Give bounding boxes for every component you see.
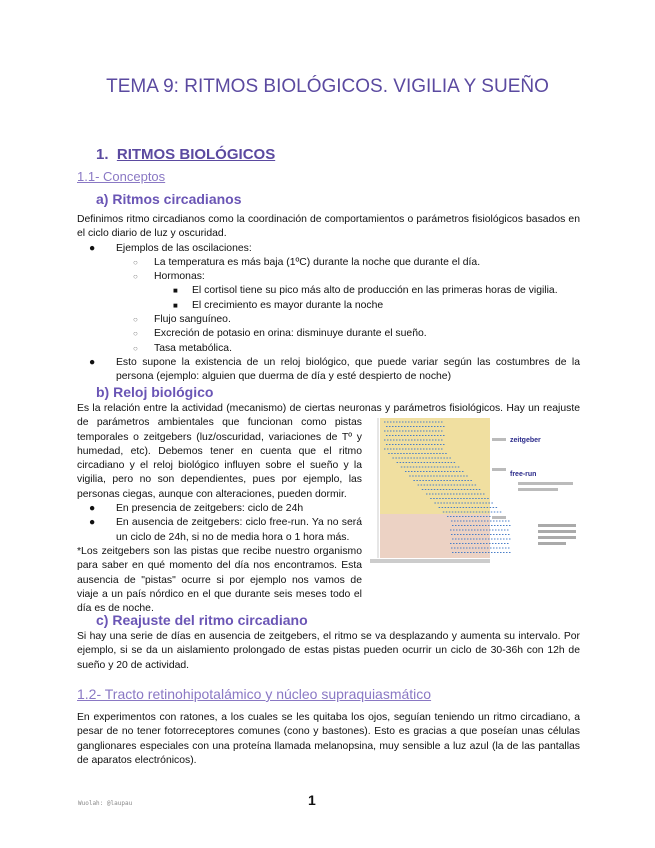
section-heading	[96, 146, 275, 163]
document-title: TEMA 9: RITMOS BIOLÓGICOS. VIGILIA Y SUEÑO	[106, 76, 549, 97]
list-item-text: El crecimiento es mayor durante la noche	[192, 299, 384, 311]
heading-reloj-biologico: b) Reloj biológico	[96, 384, 214, 400]
paragraph: Es la relación entre la actividad (mecanismo) de ciertas neuronas y parámetros fisiológicos. Hay un reajuste de parámetros ambientales que funcionan como pistas temporales o zeitgebers (luz/oscuridad, variaciones de Tº y humedad, etc). Debemos tener en cuenta que el ritmo circadiano y el reloj biológico influyen sobre el sueño y la vigilia, pero no son dependientes, pues por ejemplo, las personas ciegas, aunque con alteraciones, pueden dormir.	[77, 403, 580, 500]
list-item-text: La temperatura es más baja (1ºC) durante la noche que durante el día.	[154, 256, 481, 268]
list-item: ○ Tasa metabólica.	[133, 342, 232, 354]
list-item-text: Esto supone la existencia de un reloj biológico, que puede variar según las costumbres de la persona (ejemplo: alguien que duerma de día y esté despierto de noche)	[116, 356, 580, 383]
bullet-list	[77, 502, 580, 545]
list-item-text: Ejemplos de las oscilaciones:	[116, 242, 252, 254]
subsection-heading: 1.1- Conceptos	[77, 169, 166, 184]
section-title: RITMOS BIOLÓGICOS	[116, 146, 276, 163]
list-item: ■ El crecimiento es mayor durante la noche	[173, 299, 384, 311]
section-number: 1.	[96, 146, 109, 163]
list-item-text: Excreción de potasio en orina: disminuye durante el sueño.	[154, 328, 427, 340]
zeitgeber-label: zeitgeber	[510, 437, 541, 445]
section-b-body	[77, 402, 580, 616]
list-item-text: Hormonas:	[154, 271, 205, 283]
list-item-text: Tasa metabólica.	[154, 342, 232, 354]
section-a-body	[77, 213, 580, 385]
list-item: ■ El cortisol tiene su pico más alto de producción en las primeras horas de vigilia.	[173, 285, 558, 297]
list-item: ○ Excreción de potasio en orina: disminuye durante el sueño.	[133, 328, 427, 340]
paragraph: En experimentos con ratones, a los cuales se les quitaba los ojos, seguían teniendo un ritmo circadiano, a pesar de no tener fotorreceptores comunes (cono y bastones). Esto es gracias a que poseían unas células ganglionares especiales con una proteína llamada melanopsina, muy sensible a luz azul (la de las pantallas de aparatos electrónicos).	[77, 712, 580, 766]
paragraph: Si hay una serie de días en ausencia de zeitgebers, el ritmo se va desplazando y aumenta su intervalo. Por ejemplo, si se da un aislamiento prolongado de estas pistas pueden ocurrir un ciclo de 30-36h con 12h de sueño y 20 de actividad.	[77, 631, 580, 671]
subsection-heading: 1.2- Tracto retinohipotalámico y núcleo supraquiasmático	[77, 686, 432, 702]
bullet-list	[77, 242, 580, 385]
list-item-text: El cortisol tiene su pico más alto de producción en las primeras horas de vigilia.	[192, 285, 558, 297]
list-item: ● En ausencia de zeitgebers: ciclo free-run. Ya no será un ciclo de 24h, si no de media hora o 1 hora más.	[89, 517, 362, 543]
free-run-label: free-run	[510, 471, 537, 479]
list-item: ○ La temperatura es más baja (1ºC) durante la noche que durante el día.	[133, 256, 481, 268]
watermark: Wuolah: @laupau	[78, 800, 133, 807]
note-paragraph: *Los zeitgebers son las pistas que recibe nuestro organismo para saber en qué momento del día nos encontramos. Esta ausencia de "pistas" ocurre si por ejemplo nos vamos de viaje a un país nórdico en el que durante seis meses todo el día es de noche.	[77, 545, 362, 615]
list-item: ● Ejemplos de las oscilaciones:	[89, 242, 252, 254]
heading-ritmos-circadianos: a) Ritmos circadianos	[96, 191, 242, 207]
list-item: ● Esto supone la existencia de un reloj biológico, que puede variar según las costumbres de la persona (ejemplo: alguien que duerma de día y esté despierto de noche)	[89, 356, 580, 383]
paragraph: Definimos ritmo circadianos como la coordinación de comportamientos o parámetros fisiológicos basados en el ciclo diario de luz y oscuridad.	[77, 214, 580, 240]
list-item-text: Flujo sanguíneo.	[154, 314, 231, 326]
list-item-text: En ausencia de zeitgebers: ciclo free-run. Ya no será un ciclo de 24h, si no de media hora o 1 hora más.	[116, 517, 362, 543]
list-item: ○ Flujo sanguíneo.	[133, 314, 231, 326]
list-item: ○ Hormonas:	[133, 271, 205, 283]
page-number: 1	[308, 792, 316, 808]
heading-reajuste: c) Reajuste del ritmo circadiano	[96, 612, 308, 628]
list-item-text: En presencia de zeitgebers: ciclo de 24h	[116, 503, 304, 515]
list-item: ● En presencia de zeitgebers: ciclo de 24h	[89, 503, 304, 515]
